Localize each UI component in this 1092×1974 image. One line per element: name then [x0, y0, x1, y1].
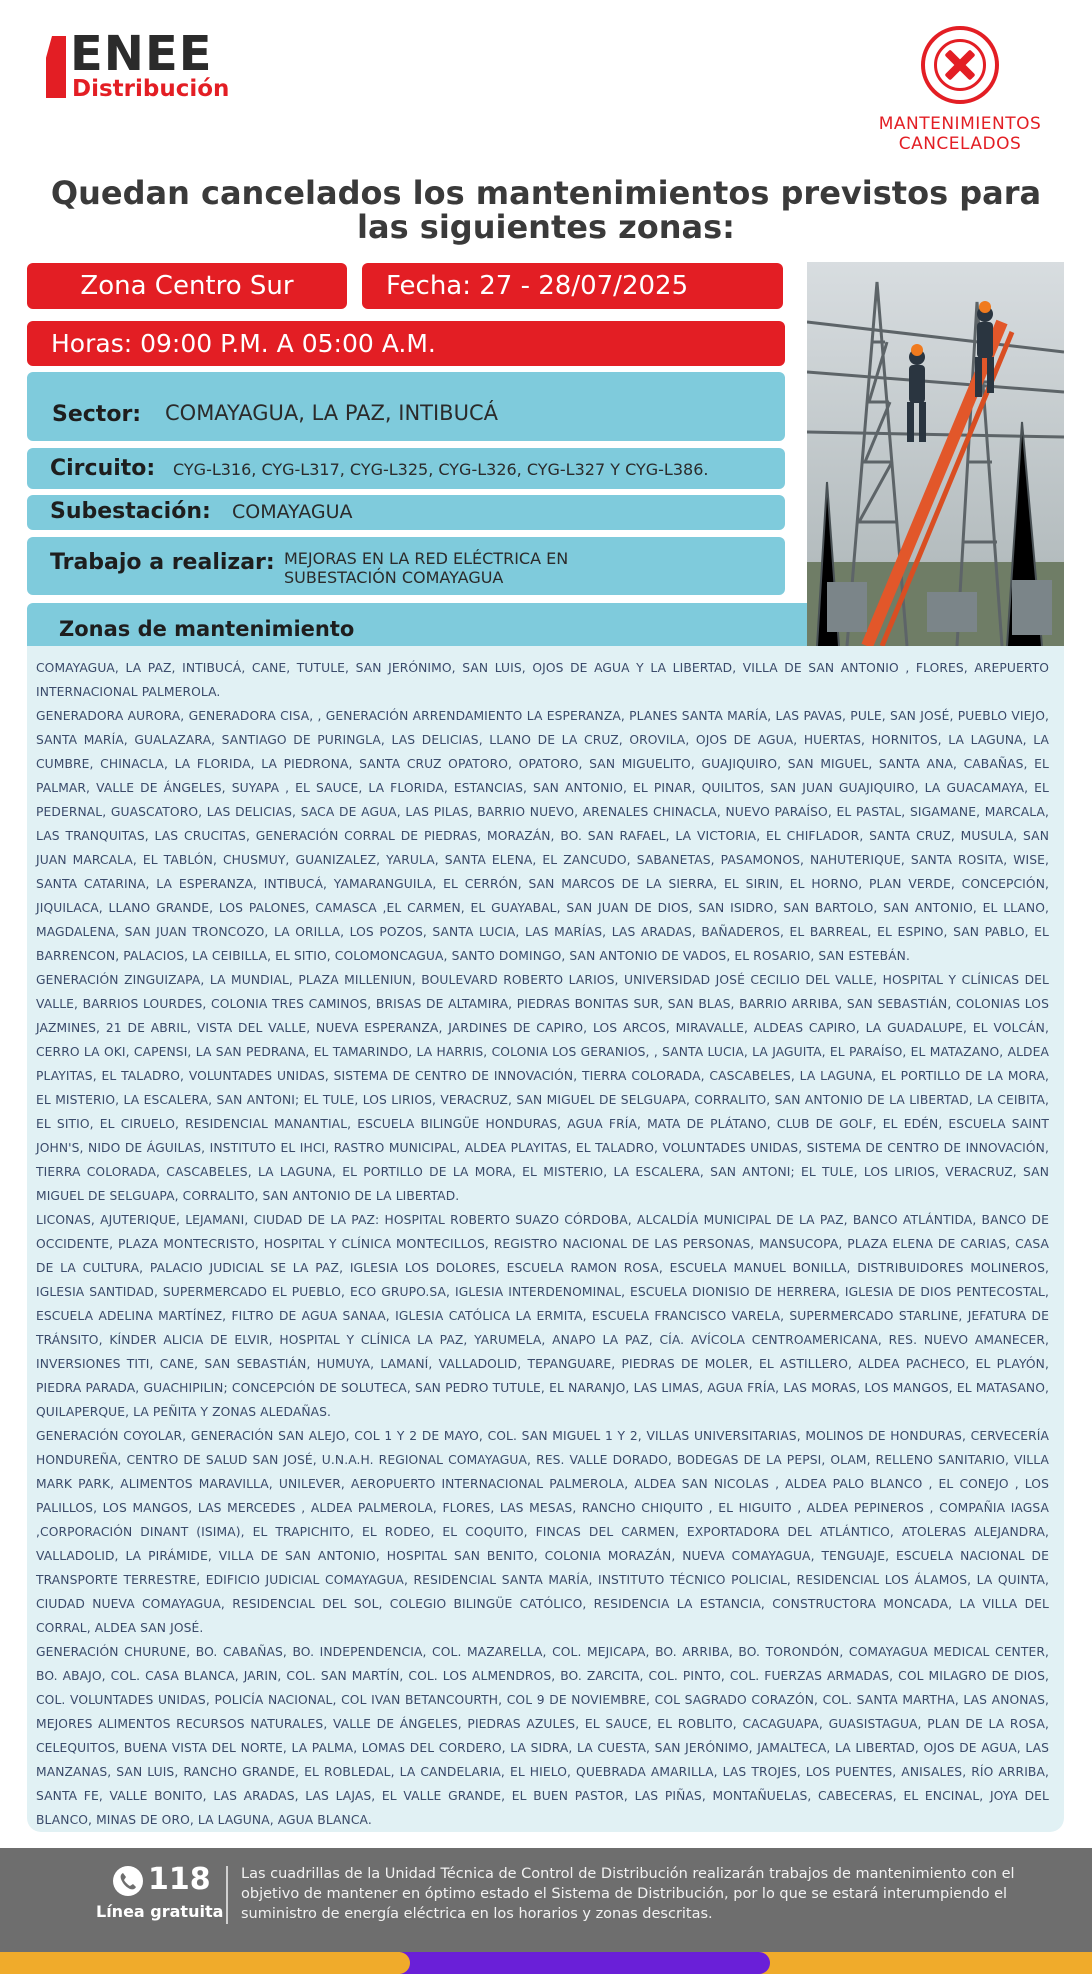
- sector-row: [27, 372, 785, 441]
- substation-label: Subestación:: [50, 499, 211, 524]
- circuit-row: [27, 448, 785, 489]
- work-row: [27, 537, 785, 595]
- badge-text: MANTENIMIENTOS CANCELADOS: [878, 114, 1042, 154]
- zones-paragraph: COMAYAGUA, LA PAZ, INTIBUCÁ, CANE, TUTULE, SAN JERÓNIMO, SAN LUIS, OJOS DE AGUA Y LA LIBERTAD, VILLA DE SAN ANTONIO , FLORES, AREPUERTO INTERNACIONAL PALMEROLA.: [36, 661, 1049, 699]
- zones-title: Zonas de mantenimiento: [59, 617, 355, 641]
- footer: [0, 1848, 1092, 1952]
- sector-value: COMAYAGUA, LA PAZ, INTIBUCÁ: [165, 401, 498, 425]
- cancel-x-icon: [921, 26, 999, 104]
- logo-mark: [46, 36, 66, 98]
- headline: Quedan cancelados los mantenimientos previstos para las siguientes zonas:: [50, 174, 1042, 246]
- phone-label: Línea gratuita: [96, 1902, 224, 1921]
- zones-list: [27, 646, 1064, 1832]
- footer-stripe-cap: [382, 1952, 410, 1974]
- zones-paragraph: GENERACIÓN ZINGUIZAPA, LA MUNDIAL, PLAZA MILLENIUN, BOULEVARD ROBERTO LARIOS, UNIVERSIDAD JOSÉ CECILIO DEL VALLE, HOSPITAL Y CLÍNICAS DEL VALLE, BARRIOS LOURDES, COLONIA TRES CAMINOS, BRISAS DE ALTAMIRA, PIEDRAS BONITAS SUR, SAN BLAS, BARRIO ARRIBA, SAN SEBASTIÁN, COLONIAS LOS JAZMINES, 21 DE ABRIL, VISTA DEL VALLE, NUEVA ESPERANZA, JARDINES DE CAPIRO, LOS ARCOS, MIRAVALLE, ALDEAS CAPIRO, LA GUADALUPE, EL VOLCÁN, CERRO LA OKI, CAPENSI, LA SAN PEDRANA, EL TAMARINDO, LA HARRIS, COLONIA LOS GERANIOS, , SANTA LUCIA, LA JAGUITA, EL PARAÍSO, EL MATAZANO, ALDEA PLAYITAS, EL TALADRO, VOLUNTADES UNIDAS, SISTEMA DE CENTRO DE INNOVACIÓN, TIERRA COLORADA, CASCABELES, LA LAGUNA, EL PORTILLO DE LA MORA, EL MISTERIO, LA ESCALERA, SAN ANTONI; EL TULE, LOS LIRIOS, VERACRUZ, SAN MIGUEL DE SELGUAPA, CORRALITO, SAN ANTONIO DE LA LIBERTAD, LA CEIBITA, EL SITIO, EL CIRUELO, RESIDENCIAL MANANTIAL, ESCUELA BILINGÜE HONDURAS, AGUA FRÍA, MATA DE PLÁTANO, CLUB DE GOLF, EL EDÉN, ESCUELA SAINT JOHN'S, NIDO DE ÁGUILAS, INSTITUTO EL IHCI, RASTRO MUNICIPAL, ALDEA PLAYITAS, EL TALADRO, VOLUNTADES UNIDAS, SISTEMA DE CENTRO DE INNOVACIÓN, TIERRA COLORADA, CASCABELES, LA LAGUNA, EL PORTILLO DE LA MORA, EL MISTERIO, LA ESCALERA, SAN ANTONI; EL TULE, LOS LIRIOS, VERACRUZ, SAN MIGUEL DE SELGUAPA, CORRALITO, SAN ANTONIO DE LA LIBERTAD.: [36, 973, 1049, 1203]
- zones-paragraph: GENERADORA AURORA, GENERADORA CISA, , GENERACIÓN ARRENDAMIENTO LA ESPERANZA, PLANES SANTA MARÍA, LAS PAVAS, PULE, SAN JOSÉ, PUEBLO VIEJO, SANTA MARÍA, GUALAZARA, SANTIAGO DE PURINGLA, LAS DELICIAS, LLANO DE LA CRUZ, OROVILA, OJOS DE AGUA, HUERTAS, HORNITOS, LA LAGUNA, LA CUMBRE, CHINACLA, LA FLORIDA, LA PIEDRONA, SANTA CRUZ OPATORO, OPATORO, SAN MIGUELITO, GUAJIQUIRO, SAN MIGUEL, SANTA ANA, CABAÑAS, EL PALMAR, VALLE DE ÁNGELES, SUYAPA , EL SAUCE, LA FLORIDA, ESTANCIAS, SAN ANTONIO, EL PINAR, QUILITOS, SAN JUAN GUAJIQUIRO, LA GUACAMAYA, EL PEDERNAL, GUASCATORO, LAS DELICIAS, SACA DE AGUA, LAS PILAS, BARRIO NUEVO, ARENALES CHINACLA, NUEVO PARAÍSO, EL PASTAL, SIGAMANE, MARCALA, LAS TRANQUITAS, LAS CRUCITAS, GENERACIÓN CORRAL DE PIEDRAS, MORAZÁN, BO. SAN RAFAEL, LA VICTORIA, EL CHIFLADOR, SANTA CRUZ, MUSULA, SAN JUAN MARCALA, EL TABLÓN, CHUSMUY, GUANIZALEZ, YARULA, SANTA ELENA, EL ZANCUDO, SABANETAS, PASAMONOS, NAHUTERIQUE, SANTA ROSITA, WISE, SANTA CATARINA, LA ESPERANZA, INTIBUCÁ, YAMARANGUILA, EL CERRÓN, SAN MARCOS DE LA SIERRA, EL SIRIN, EL HORNO, PLAN VERDE, CONCEPCIÓN, JIQUILACA, LLANO GRANDE, LOS PALONES, CAMASCA ,EL CARMEN, EL GUAYABAL, SAN JUAN DE DIOS, SAN ISIDRO, SAN BARTOLO, SAN ANTONIO, EL LLANO, MAGDALENA, SAN JUAN TRONCOZO, LA ORILLA, LOS POZOS, SANTA LUCIA, LAS MARÍAS, LAS ARADAS, BAÑADEROS, EL BARREAL, EL ESPINO, SAN PABLO, EL BARRENCON, PALACIOS, LA CEIBILLA, EL SITIO, COLOMONCAGUA, SANTO DOMINGO, SAN ANTONIO DE VADOS, EL ROSARIO, SAN ESTEBÁN.: [36, 709, 1049, 963]
- zones-header: [27, 603, 807, 649]
- footer-divider: [226, 1866, 228, 1924]
- substation-value: COMAYAGUA: [232, 501, 353, 523]
- work-value: MEJORAS EN LA RED ELÉCTRICA EN SUBESTACIÓN COMAYAGUA: [284, 549, 569, 587]
- logo-subtitle: Distribución: [72, 76, 230, 102]
- zones-paragraph: LICONAS, AJUTERIQUE, LEJAMANI, CIUDAD DE LA PAZ: HOSPITAL ROBERTO SUAZO CÓRDOBA, ALCALDÍA MUNICIPAL DE LA PAZ, BANCO ATLÁNTIDA, BANCO DE OCCIDENTE, PLAZA MONTECRISTO, HOSPITAL Y CLÍNICA MONTECILLOS, REGISTRO NACIONAL DE LAS PERSONAS, MANSUCOPA, PLAZA ELENA DE CARIAS, CASA DE LA CULTURA, PALACIO JUDICIAL SE LA PAZ, IGLESIA LOS DOLORES, ESCUELA RAMON ROSA, ESCUELA MANUEL BONILLA, DISTRIBUIDORES MOLINEROS, IGLESIA SANTIDAD, SUPERMERCADO EL PUEBLO, ECO GRUPO.SA, IGLESIA INTERDENOMINAL, ESCUELA DIONISIO DE HERRERA, IGLESIA DE DIOS PENTECOSTAL, ESCUELA ADELINA MARTÍNEZ, FILTRO DE AGUA SANAA, IGLESIA CATÓLICA LA ERMITA, ESCUELA FRANCISCO VARELA, SUPERMERCADO STARLINE, JEFATURA DE TRÁNSITO, KÍNDER ALICIA DE ELVIR, HOSPITAL Y CLÍNICA LA PAZ, YARUMELA, ANAPO LA PAZ, CÍA. AVÍCOLA CENTROAMERICANA, RES. NUEVO AMANECER, INVERSIONES TITI, CANE, SAN SEBASTIÁN, HUMUYA, LAMANÍ, VALLADOLID, TEPANGUARE, PIEDRAS DE MOLER, EL ASTILLERO, ALDEA PACHECO, EL PLAYÓN, PIEDRA PARADA, GUACHIPILIN; CONCEPCIÓN DE SOLUTECA, SAN PEDRO TUTULE, EL NARANJO, LAS LIMAS, AGUA FRÍA, LAS MORAS, LOS MANGOS, EL MATASANO, QUILAPERQUE, LA PEÑITA Y ZONAS ALEDAÑAS.: [36, 1213, 1049, 1419]
- footer-stripe-accent: [400, 1952, 770, 1974]
- zone-label: Zona Centro Sur: [27, 263, 347, 309]
- hours-label: Horas: 09:00 P.M. A 05:00 A.M.: [27, 321, 785, 366]
- zones-paragraph: GENERACIÓN COYOLAR, GENERACIÓN SAN ALEJO, COL 1 Y 2 DE MAYO, COL. SAN MIGUEL 1 Y 2, VILLAS UNIVERSITARIAS, MOLINOS DE HONDURAS, CERVECERÍA HONDUREÑA, CENTRO DE SALUD SAN JOSÉ, U.N.A.H. REGIONAL COMAYAGUA, RES. VALLE DORADO, BODEGAS DE LA PEPSI, OLAM, RELLENO SANITARIO, VILLA MARK PARK, ALIMENTOS MARAVILLA, UNILEVER, AEROPUERTO INTERNACIONAL PALMEROLA, ALDEA SAN NICOLAS , ALDEA PALO BLANCO , EL CONEJO , LOS PALILLOS, LOS MANGOS, LAS MERCEDES , ALDEA PALMEROLA, FLORES, LAS MESAS, RANCHO CHIQUITO , EL HIGUITO , ALDEA PEPINEROS , COMPAÑIA IAGSA ,CORPORACIÓN DINANT (ISIMA), EL TRAPICHITO, EL RODEO, EL COQUITO, FINCAS DEL CARMEN, EXPORTADORA DEL ATLÁNTICO, ATOLERAS ALEJANDRA, VALLADOLID, LA PIRÁMIDE, VILLA DE SAN ANTONIO, HOSPITAL SAN BENITO, COLONIA MORAZÁN, NUEVA COMAYAGUA, TENGUAJE, ESCUELA NACIONAL DE TRANSPORTE TERRESTRE, EDIFICIO JUDICIAL COMAYAGUA, RESIDENCIAL SANTA MARÍA, INSTITUTO TÉCNICO POLICIAL, RESIDENCIAL LOS ÁLAMOS, LA QUINTA, CIUDAD NUEVA COMAYAGUA, RESIDENCIAL DEL SOL, COLEGIO BILINGÜE CATÓLICO, RESIDENCIA LA ESTANCIA, CONSTRUCTORA MONCADA, LA VILLA DEL CORRAL, ALDEA SAN JOSÉ.: [36, 1429, 1049, 1635]
- enee-logo: [44, 26, 264, 110]
- lineworkers-photo: [807, 262, 1064, 646]
- work-label: Trabajo a realizar:: [50, 550, 275, 575]
- logo-name: ENEE: [70, 26, 213, 82]
- cancelled-badge: [860, 26, 1060, 161]
- sector-label: Sector:: [52, 402, 142, 427]
- phone-number: 118: [148, 1862, 211, 1897]
- date-label: Fecha: 27 - 28/07/2025: [362, 263, 783, 309]
- circuit-value: CYG-L316, CYG-L317, CYG-L325, CYG-L326, CYG-L327 Y CYG-L386.: [173, 460, 709, 479]
- zones-paragraph: GENERACIÓN CHURUNE, BO. CABAÑAS, BO. INDEPENDENCIA, COL. MAZARELLA, COL. MEJICAPA, BO. ARRIBA, BO. TORONDÓN, COMAYAGUA MEDICAL CENTER, BO. ABAJO, COL. CASA BLANCA, JARIN, COL. SAN MARTÍN, COL. LOS ALMENDROS, BO. ZARCITA, COL. PINTO, COL. FUERZAS ARMADAS, COL MILAGRO DE DIOS, COL. VOLUNTADES UNIDAS, POLICÍA NACIONAL, COL IVAN BETANCOURTH, COL 9 DE NOVIEMBRE, COL SAGRADO CORAZÓN, COL. SANTA MARTHA, LAS ANONAS, MEJORES ALIMENTOS RECURSOS NATURALES, VALLE DE ÁNGELES, PIEDRAS AZULES, EL SAUCE, EL ROBLITO, CACAGUAPA, GUASISTAGUA, PLAN DE LA ROSA, CELEQUITOS, BUENA VISTA DEL NORTE, LA PALMA, LOMAS DEL CORDERO, LA SIDRA, LA CUESTA, SAN JERÓNIMO, JAMALTECA, LA LIBERTAD, OJOS DE AGUA, LAS MANZANAS, SAN LUIS, RANCHO GRANDE, EL ROBLEDAL, LA CANDELARIA, EL HIELO, QUEBRADA AMARILLA, LAS TROJES, LOS PUENTES, ANISALES, RÍO ARRIBA, SANTA FE, VALLE BONITO, LAS ARADAS, LAS LAJAS, EL VALLE GRANDE, EL BUEN PASTOR, LAS PIÑAS, MONTAÑUELAS, CABECERAS, EL ENCINAL, JOYA DEL BLANCO, MINAS DE ORO, LA LAGUNA, AGUA BLANCA.: [36, 1645, 1049, 1827]
- footer-text: Las cuadrillas de la Unidad Técnica de Control de Distribución realizarán trabajos de mantenimiento con el objetivo de mantener en óptimo estado el Sistema de Distribución, por lo que se estará interumpiendo el suministro de energía eléctrica en los horarios y zonas descritas.: [241, 1866, 1015, 1922]
- phone-icon: [113, 1866, 143, 1896]
- substation-row: [27, 495, 785, 530]
- circuit-label: Circuito:: [50, 456, 156, 481]
